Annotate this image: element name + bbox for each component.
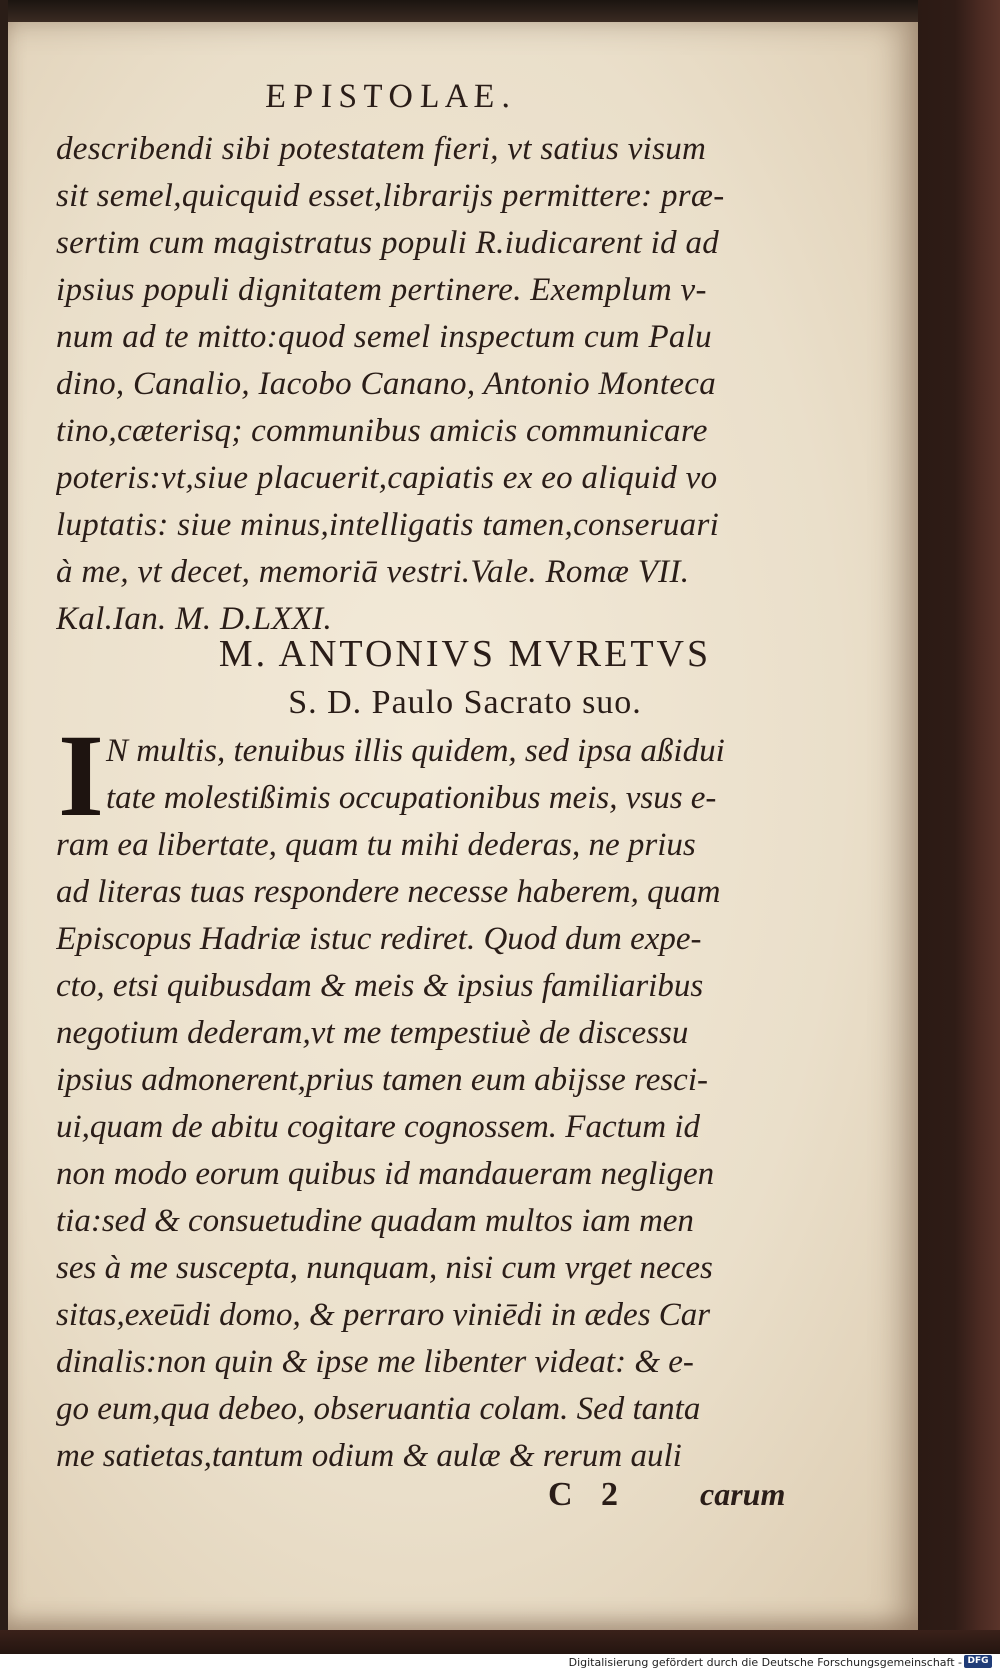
scan-background-bottom: [0, 1630, 1000, 1654]
scan-background-top: [0, 0, 1000, 22]
letter-heading-recipient: S. D. Paulo Sacrato suo.: [288, 684, 642, 721]
text-line: num ad te mitto:quod semel inspectum cum Palu: [56, 319, 712, 355]
digitization-credit: Digitalisierung gefördert durch die Deutsche Forschungsgemeinschaft -: [568, 1656, 962, 1669]
text-line: tia:sed & consuetudine quadam multos iam men: [56, 1203, 694, 1239]
text-line: ad literas tuas respondere necesse haberem, quam: [56, 874, 721, 910]
scan-background-left: [0, 0, 8, 1672]
text-line: tate molestißimis occupationibus meis, vsus e-: [106, 780, 717, 816]
text-line: à me, vt decet, memoriā vestri.Vale. Romæ VII.: [56, 554, 690, 590]
text-block-letter: [56, 710, 786, 1480]
signature-mark: C 2: [548, 1476, 629, 1513]
text-line: me satietas,tantum odium & aulæ & rerum auli: [56, 1438, 682, 1474]
dfg-logo-icon: DFG: [964, 1655, 992, 1668]
text-line: poteris:vt,siue placuerit,capiatis ex eo aliquid vo: [56, 460, 718, 496]
text-line: ses à me suscepta, nunquam, nisi cum vrget neces: [56, 1250, 713, 1286]
text-line: sertim cum magistratus populi R.iudicarent id ad: [56, 225, 720, 261]
text-line: describendi sibi potestatem fieri, vt satius visum: [56, 131, 707, 167]
text-line: negotium dederam,vt me tempestiuè de discessu: [56, 1015, 689, 1051]
text-line: ram ea libertate, quam tu mihi dederas, ne prius: [56, 827, 696, 863]
text-line: sit semel,quicquid esset,librarijs permittere: præ-: [56, 178, 725, 214]
drop-cap: I: [58, 710, 104, 841]
text-line: ipsius populi dignitatem pertinere. Exemplum v-: [56, 272, 707, 308]
text-line: ipsius admonerent,prius tamen eum abijsse resci-: [56, 1062, 708, 1098]
text-line: Kal.Ian. M. D.LXXI.: [56, 601, 333, 637]
text-line: non modo eorum quibus id mandaueram negligen: [56, 1156, 715, 1192]
running-head: EPISTOLAE.: [262, 78, 520, 115]
text-line: luptatis: siue minus,intelligatis tamen,conseruari: [56, 507, 720, 543]
text-line: ui,quam de abitu cogitare cognossem. Factum id: [56, 1109, 701, 1145]
text-line: sitas,exeūdi domo, & perraro viniēdi in ædes Car: [56, 1297, 711, 1333]
text-line: dino, Canalio, Iacobo Canano, Antonio Monteca: [56, 366, 717, 402]
text-line: dinalis:non quin & ipse me libenter videat: & e-: [56, 1344, 694, 1380]
text-block-upper: [56, 126, 786, 643]
catchword: carum: [700, 1476, 786, 1512]
letter-heading-author: M. ANTONIVS MVRETVS: [218, 633, 712, 675]
text-line: N multis, tenuibus illis quidem, sed ipsa aßidui: [106, 733, 725, 769]
text-line: cto, etsi quibusdam & meis & ipsius familiaribus: [56, 968, 704, 1004]
text-line: Episcopus Hadriæ istuc rediret. Quod dum expe-: [56, 921, 702, 957]
text-line: tino,cæterisq; communibus amicis communicare: [56, 413, 708, 449]
text-line: go eum,qua debeo, obseruantia colam. Sed tanta: [56, 1391, 701, 1427]
book-cover-edge: [918, 0, 1000, 1630]
